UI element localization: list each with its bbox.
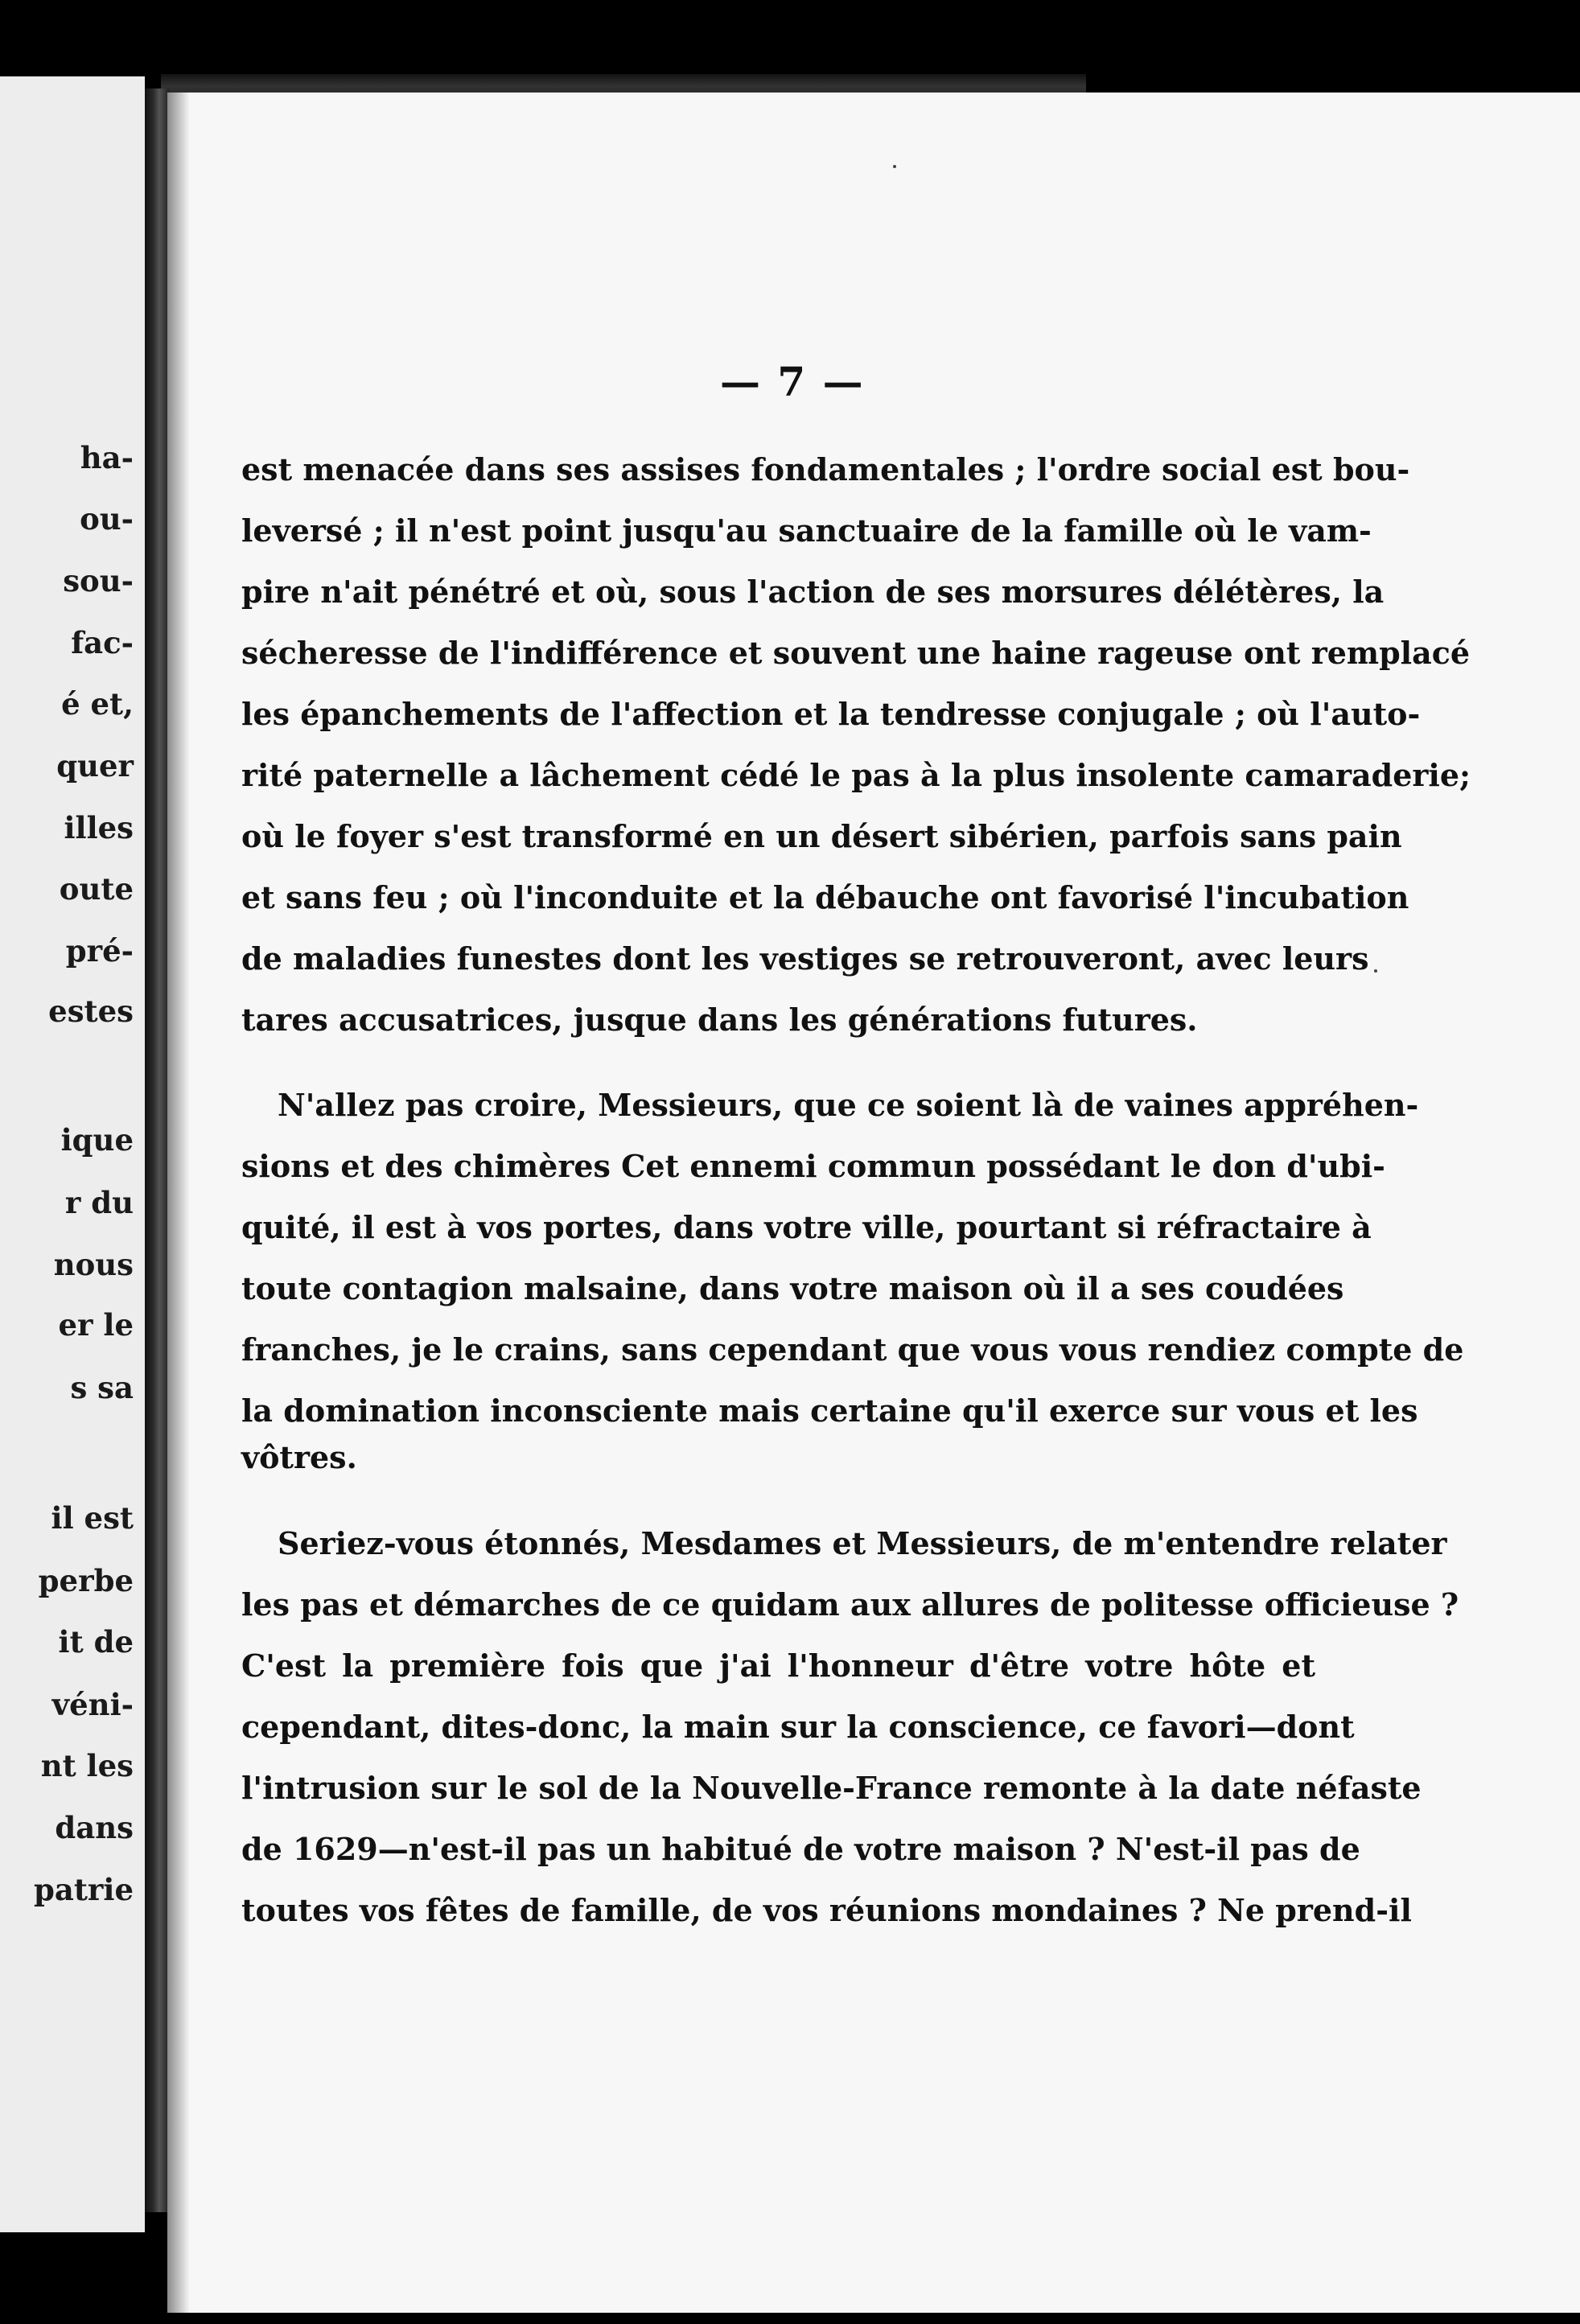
left-text-fragment: it de xyxy=(58,1624,134,1660)
left-text-fragment: pré- xyxy=(65,933,134,969)
left-text-fragment: patrie xyxy=(33,1872,134,1907)
left-text-fragment: véni- xyxy=(51,1687,134,1722)
text-line: cependant, dites-donc, la main sur la conscience, ce favori—dont xyxy=(241,1709,1355,1745)
left-text-fragment: illes xyxy=(64,810,134,845)
text-line: sions et des chimères Cet ennemi commun possédant le don d'ubi- xyxy=(241,1148,1385,1184)
text-line: l'intrusion sur le sol de la Nouvelle-France remonte à la date néfaste xyxy=(241,1770,1422,1806)
text-line: vôtres. xyxy=(241,1439,357,1475)
book-spine xyxy=(145,88,169,2212)
text-line: toutes vos fêtes de famille, de vos réunions mondaines ? Ne prend-il xyxy=(241,1892,1412,1928)
text-line: rité paternelle a lâchement cédé le pas à la plus insolente camaraderie; xyxy=(241,757,1471,793)
left-text-fragment: oute xyxy=(59,871,134,907)
text-line: pire n'ait pénétré et où, sous l'action de ses morsures délétères, la xyxy=(241,574,1385,610)
left-text-fragment: perbe xyxy=(38,1563,134,1598)
text-line: où le foyer s'est transformé en un désert sibérien, parfois sans pain xyxy=(241,818,1402,854)
left-text-fragment: nous xyxy=(53,1247,134,1282)
left-text-fragment: s sa xyxy=(70,1370,134,1405)
left-text-fragment: sou- xyxy=(63,563,134,598)
scan-speck xyxy=(893,165,896,168)
text-line: N'allez pas croire, Messieurs, que ce soient là de vaines appréhen- xyxy=(278,1087,1419,1123)
text-line: Seriez-vous étonnés, Mesdames et Messieurs, de m'entendre relater xyxy=(278,1525,1447,1561)
text-line: sécheresse de l'indifférence et souvent une haine rageuse ont remplacé xyxy=(241,635,1471,671)
text-line: et sans feu ; où l'inconduite et la débauche ont favorisé l'incubation xyxy=(241,879,1409,915)
text-line: de 1629—n'est-il pas un habitué de votre maison ? N'est-il pas de xyxy=(241,1831,1360,1867)
left-text-fragment: dans xyxy=(55,1810,134,1845)
page-gutter-shadow xyxy=(167,93,190,2313)
left-text-fragment: quer xyxy=(56,748,134,784)
right-page xyxy=(167,93,1580,2313)
left-text-fragment: il est xyxy=(51,1500,134,1536)
left-text-fragment: er le xyxy=(58,1307,134,1343)
text-line: les épanchements de l'affection et la tendresse conjugale ; où l'auto- xyxy=(241,696,1421,732)
left-text-fragment: é et, xyxy=(61,686,134,722)
left-text-fragment: nt les xyxy=(40,1748,134,1783)
text-line: C'est la première fois que j'ai l'honneur d'être votre hôte et xyxy=(241,1647,1315,1684)
text-line: tares accusatrices, jusque dans les générations futures. xyxy=(241,1002,1198,1038)
page-number: — 7 — xyxy=(720,358,865,405)
left-page-fragment xyxy=(0,76,145,2232)
text-line: est menacée dans ses assises fondamentales ; l'ordre social est bou- xyxy=(241,451,1410,487)
scan-speck xyxy=(1374,969,1377,973)
left-text-fragment: ique xyxy=(60,1122,134,1158)
text-line: de maladies funestes dont les vestiges se retrouveront, avec leurs xyxy=(241,940,1369,977)
text-line: quité, il est à vos portes, dans votre ville, pourtant si réfractaire à xyxy=(241,1209,1372,1245)
text-line: toute contagion malsaine, dans votre maison où il a ses coudées xyxy=(241,1270,1344,1306)
left-text-fragment: r du xyxy=(64,1185,134,1220)
left-text-fragment: estes xyxy=(48,993,134,1029)
left-text-fragment: ou- xyxy=(80,501,134,537)
text-line: les pas et démarches de ce quidam aux allures de politesse officieuse ? xyxy=(241,1586,1459,1623)
left-text-fragment: fac- xyxy=(71,625,134,660)
text-line: franches, je le crains, sans cependant que vous vous rendiez compte de xyxy=(241,1331,1464,1368)
text-line: leversé ; il n'est point jusqu'au sanctuaire de la famille où le vam- xyxy=(241,512,1372,549)
text-line: la domination inconsciente mais certaine qu'il exerce sur vous et les xyxy=(241,1392,1418,1429)
left-text-fragment: ha- xyxy=(80,440,134,475)
